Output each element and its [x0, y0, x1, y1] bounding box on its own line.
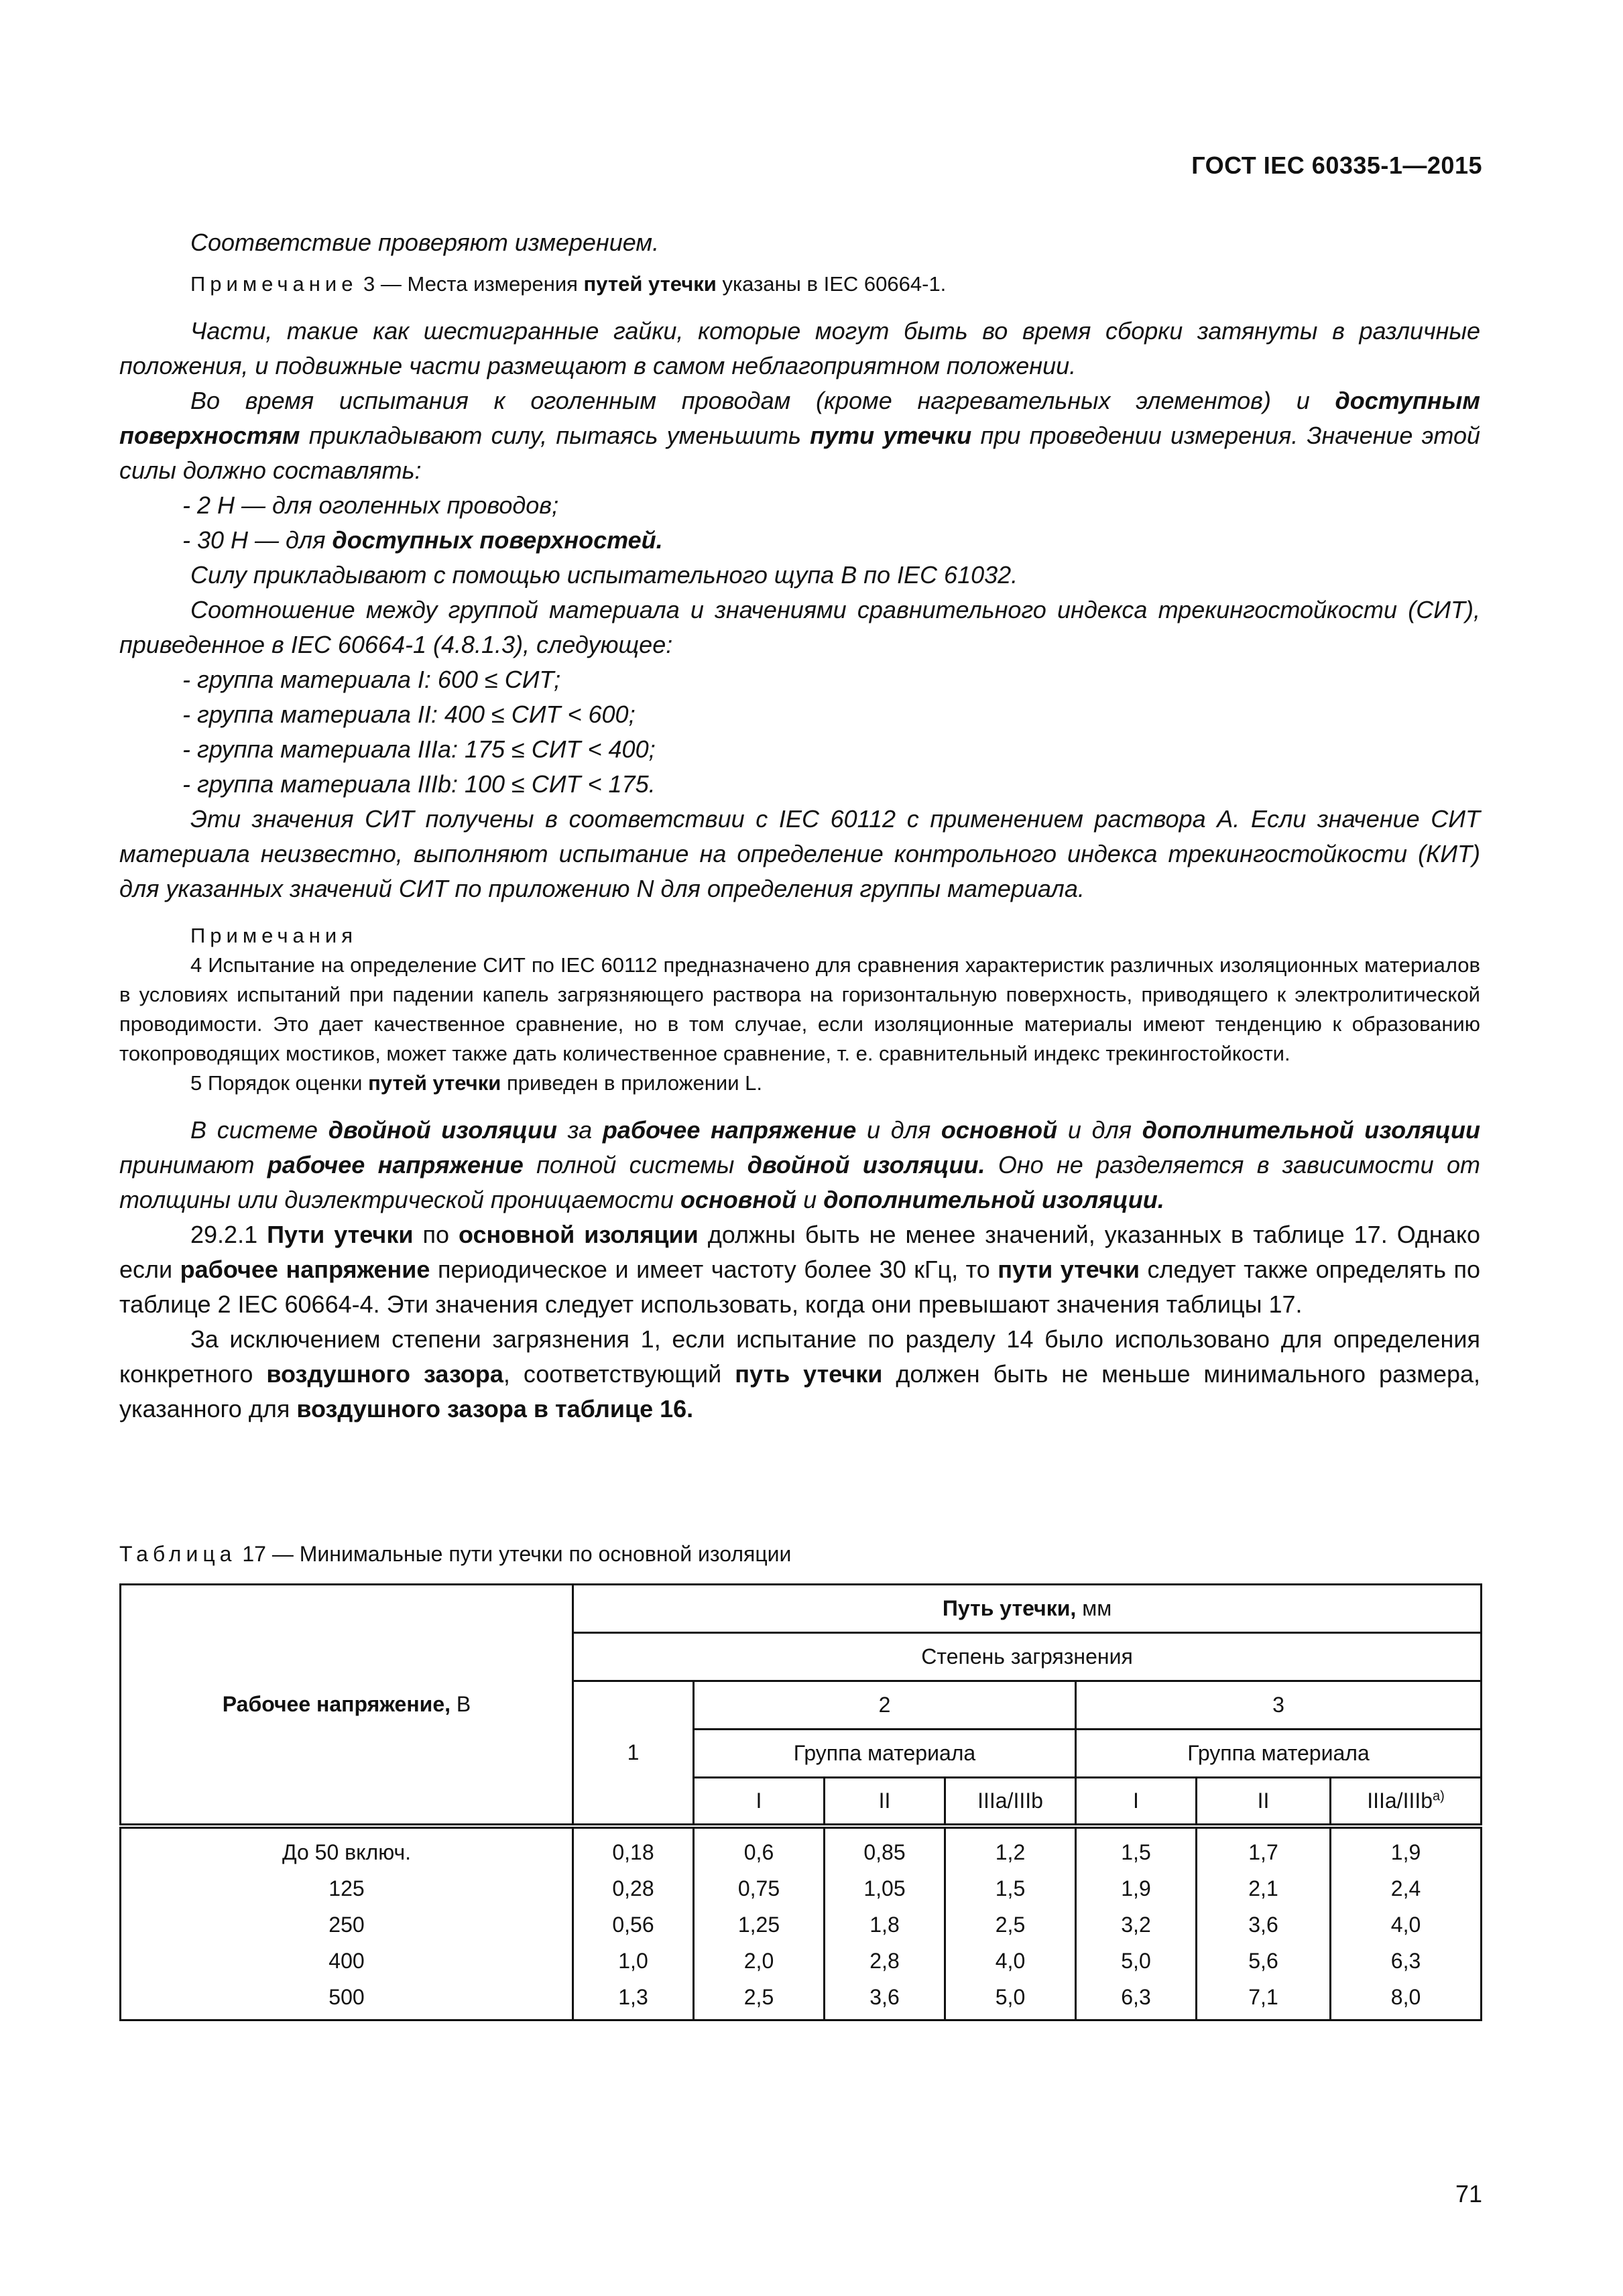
document-header: ГОСТ IEC 60335-1—2015: [1191, 152, 1482, 179]
creepage-value-cell: 1,7: [1197, 1826, 1331, 1870]
creepage-value-cell: 3,6: [1197, 1907, 1331, 1943]
paragraph-cti-relation: Соотношение между группой материала и значениями сравнительного индекса трекингостойкости (СИТ), приведенное в IEC 60664-1 (4.8.1.3), следующее:: [119, 596, 1480, 658]
creepage-value-cell: 1,5: [1076, 1826, 1197, 1870]
creepage-value-cell: 1,3: [573, 1979, 694, 2020]
header-voltage: Рабочее напряжение, В: [121, 1585, 573, 1826]
creepage-value-cell: 5,0: [945, 1979, 1076, 2020]
creepage-value-cell: 2,8: [825, 1943, 945, 1979]
list-item: - группа материала I: 600 ≤ СИТ;: [182, 666, 561, 693]
page-number: 71: [1455, 2180, 1482, 2208]
header-pollution-degree: Степень загрязнения: [573, 1633, 1482, 1681]
header-group-II: II: [1197, 1778, 1331, 1826]
paragraph-compliance: Соответствие проверяют измерением.: [190, 229, 660, 256]
header-degree-1: 1: [573, 1681, 694, 1826]
creepage-value-cell: 2,0: [694, 1943, 825, 1979]
creepage-value-cell: 0,85: [825, 1826, 945, 1870]
creepage-value-cell: 0,75: [694, 1870, 825, 1907]
creepage-value-cell: 2,4: [1331, 1870, 1482, 1907]
voltage-cell: 250: [121, 1907, 573, 1943]
paragraph-force: Во время испытания к оголенным проводам (кроме нагревательных элементов) и доступным поверхностям прикладывают силу, пытаясь уменьшить пути утечки при проведении измерения. Значение этой силы должно составлять:: [119, 387, 1480, 484]
creepage-value-cell: 3,6: [825, 1979, 945, 2020]
creepage-value-cell: 2,5: [694, 1979, 825, 2020]
creepage-value-cell: 5,0: [1076, 1943, 1197, 1979]
voltage-cell: 400: [121, 1943, 573, 1979]
list-item: - группа материала IIIa: 175 ≤ СИТ < 400;: [182, 735, 656, 763]
header-group-I: I: [1076, 1778, 1197, 1826]
header-group-IIIab: IIIa/IIIb: [945, 1778, 1076, 1826]
list-item: - 30 Н — для доступных поверхностей.: [182, 526, 663, 554]
voltage-cell: 125: [121, 1870, 573, 1907]
header-creepage: Путь утечки, мм: [573, 1585, 1482, 1633]
table-row: [121, 1826, 1482, 1870]
header-degree-3: 3: [1076, 1681, 1482, 1730]
creepage-value-cell: 6,3: [1331, 1943, 1482, 1979]
paragraph-pollution-degree: За исключением степени загрязнения 1, если испытание по разделу 14 было использовано для определения конкретного воздушного зазора, соответствующий путь утечки должен быть не меньше минимального размера, указанного для воздушного зазора в таблице 16.: [119, 1325, 1481, 1423]
creepage-value-cell: 1,9: [1076, 1870, 1197, 1907]
creepage-value-cell: 1,8: [825, 1907, 945, 1943]
creepage-value-cell: 0,28: [573, 1870, 694, 1907]
creepage-value-cell: 3,2: [1076, 1907, 1197, 1943]
paragraph-29-2-1: 29.2.1 Пути утечки по основной изоляции должны быть не менее значений, указанных в таблице 17. Однако если рабочее напряжение периодическое и имеет частоту более 30 кГц, то пути утечки следует также определять по таблице 2 IEC 60664-4. Эти значения следует использовать, когда они превышают значения таблицы 17.: [119, 1221, 1481, 1318]
header-group-IIIab-footnote: IIIa/IIIb$^{a)}$: [1331, 1778, 1482, 1826]
voltage-cell: 500: [121, 1979, 573, 2020]
creepage-value-cell: 2,1: [1197, 1870, 1331, 1907]
voltage-cell: До 50 включ.: [121, 1826, 573, 1870]
creepage-value-cell: 1,2: [945, 1826, 1076, 1870]
paragraph-parts: Части, такие как шестигранные гайки, которые могут быть во время сборки затянуты в различные положения, и подвижные части размещают в самом неблагоприятном положении.: [119, 317, 1480, 379]
body-text: [119, 225, 1480, 1427]
creepage-value-cell: 6,3: [1076, 1979, 1197, 2020]
creepage-value-cell: 5,6: [1197, 1943, 1331, 1979]
creepage-value-cell: 8,0: [1331, 1979, 1482, 2020]
paragraph-probe: Силу прикладывают с помощью испытательного щупа B по IEC 61032.: [190, 561, 1018, 589]
creepage-value-cell: 0,56: [573, 1907, 694, 1943]
table-row: [121, 1943, 1482, 1979]
paragraph-cti-values: Эти значения СИТ получены в соответствии с IEC 60112 с применением раствора A. Если значение СИТ материала неизвестно, выполняют испытание на определение контрольного индекса трекингостойкости (КИТ) для указанных значений СИТ по приложению N для определения группы материала.: [119, 805, 1480, 902]
creepage-value-cell: 1,25: [694, 1907, 825, 1943]
note-5: 5 Порядок оценки путей утечки приведен в приложении L.: [190, 1071, 762, 1095]
list-item: - группа материала IIIb: 100 ≤ СИТ < 175.: [182, 770, 656, 798]
creepage-value-cell: 1,05: [825, 1870, 945, 1907]
note-4: 4 Испытание на определение СИТ по IEC 60112 предназначено для сравнения характеристик различных изоляционных материалов в условиях испытаний при падении капель загрязняющего раствора на горизонтальную поверхность, приводящего к электролитической проводимости. Это дает качественное сравнение, но в том случае, если изоляционные материалы имеют тенденцию к образованию токопроводящих мостиков, может также дать количественное сравнение, т. е. сравнительный индекс трекингостойкости.: [119, 953, 1480, 1065]
creepage-table: [119, 1583, 1482, 2021]
list-item: - 2 Н — для оголенных проводов;: [182, 491, 559, 519]
creepage-value-cell: 7,1: [1197, 1979, 1331, 2020]
creepage-value-cell: 0,18: [573, 1826, 694, 1870]
header-group-I: I: [694, 1778, 825, 1826]
table-row: [121, 1907, 1482, 1943]
header-group-II: II: [825, 1778, 945, 1826]
creepage-value-cell: 1,5: [945, 1870, 1076, 1907]
paragraph-double-insulation: В системе двойной изоляции за рабочее напряжение и для основной и для дополнительной изоляции принимают рабочее напряжение полной системы двойной изоляции. Оно не разделяется в зависимости от толщины или диэлектрической проницаемости основной и дополнительной изоляции.: [119, 1116, 1481, 1213]
table-row: [121, 1979, 1482, 2020]
creepage-value-cell: 4,0: [1331, 1907, 1482, 1943]
notes-label: Примечания: [190, 924, 357, 947]
creepage-value-cell: 1,9: [1331, 1826, 1482, 1870]
note-label: Примечание: [190, 272, 358, 296]
creepage-value-cell: 1,0: [573, 1943, 694, 1979]
creepage-value-cell: 2,5: [945, 1907, 1076, 1943]
table-caption: Таблица 17 — Минимальные пути утечки по основной изоляции: [119, 1542, 792, 1566]
header-material-group: Группа материала: [694, 1730, 1076, 1778]
table-row: [121, 1870, 1482, 1907]
creepage-value-cell: 0,6: [694, 1826, 825, 1870]
list-item: - группа материала II: 400 ≤ СИТ < 600;: [182, 701, 636, 728]
header-material-group: Группа материала: [1076, 1730, 1482, 1778]
creepage-value-cell: 4,0: [945, 1943, 1076, 1979]
table-body: [121, 1826, 1482, 2020]
header-degree-2: 2: [694, 1681, 1076, 1730]
note-3: Примечание 3 — Места измерения путей утечки указаны в IEC 60664-1.: [190, 272, 947, 296]
